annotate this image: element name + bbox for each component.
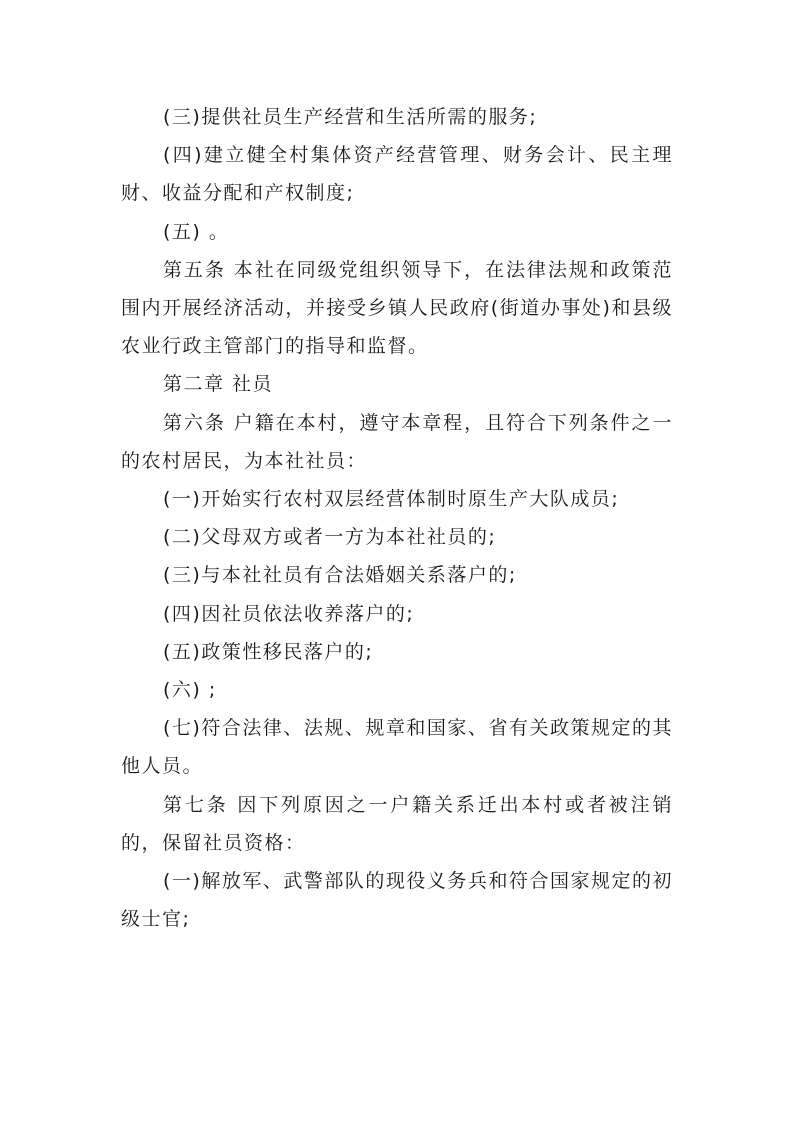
paragraph-3-services: (三)提供社员生产经营和生活所需的服务;	[163, 106, 538, 128]
article-6-item-6: (六) ;	[163, 679, 217, 702]
article-6-item-7: (七)符合法律、法规、规章和国家、省有关政策规定的其他人员。	[121, 717, 673, 778]
article-5: 第五条 本社在同级党组织领导下，在法律法规和政策范围内开展经济活动，并接受乡镇人民政府(街道办事处)和县级农业行政主管部门的指导和监督。	[121, 258, 673, 358]
article-6-item-2: (二)父母双方或者一方为本社社员的;	[163, 526, 497, 549]
document-body	[121, 98, 673, 938]
paragraph-4-asset-management: (四)建立健全村集体资产经营管理、财务会计、民主理财、收益分配和产权制度;	[121, 144, 673, 205]
article-6-item-1: (一)开始实行农村双层经营体制时原生产大队成员;	[163, 488, 620, 511]
article-6-item-3: (三)与本社社员有合法婚姻关系落户的;	[163, 564, 517, 587]
paragraph-5-empty: (五) 。	[163, 220, 230, 243]
article-6: 第六条 户籍在本村，遵守本章程，且符合下列条件之一的农村居民，为本社社员：	[121, 411, 673, 472]
article-7: 第七条 因下列原因之一户籍关系迁出本村或者被注销的，保留社员资格：	[121, 793, 673, 854]
article-6-item-4: (四)因社员依法收养落户的;	[163, 602, 415, 625]
chapter-2-heading: 第二章 社员	[163, 373, 274, 396]
article-7-item-1: (一)解放军、武警部队的现役义务兵和符合国家规定的初级士官;	[121, 870, 673, 931]
article-6-item-5: (五)政策性移民落户的;	[163, 640, 374, 663]
